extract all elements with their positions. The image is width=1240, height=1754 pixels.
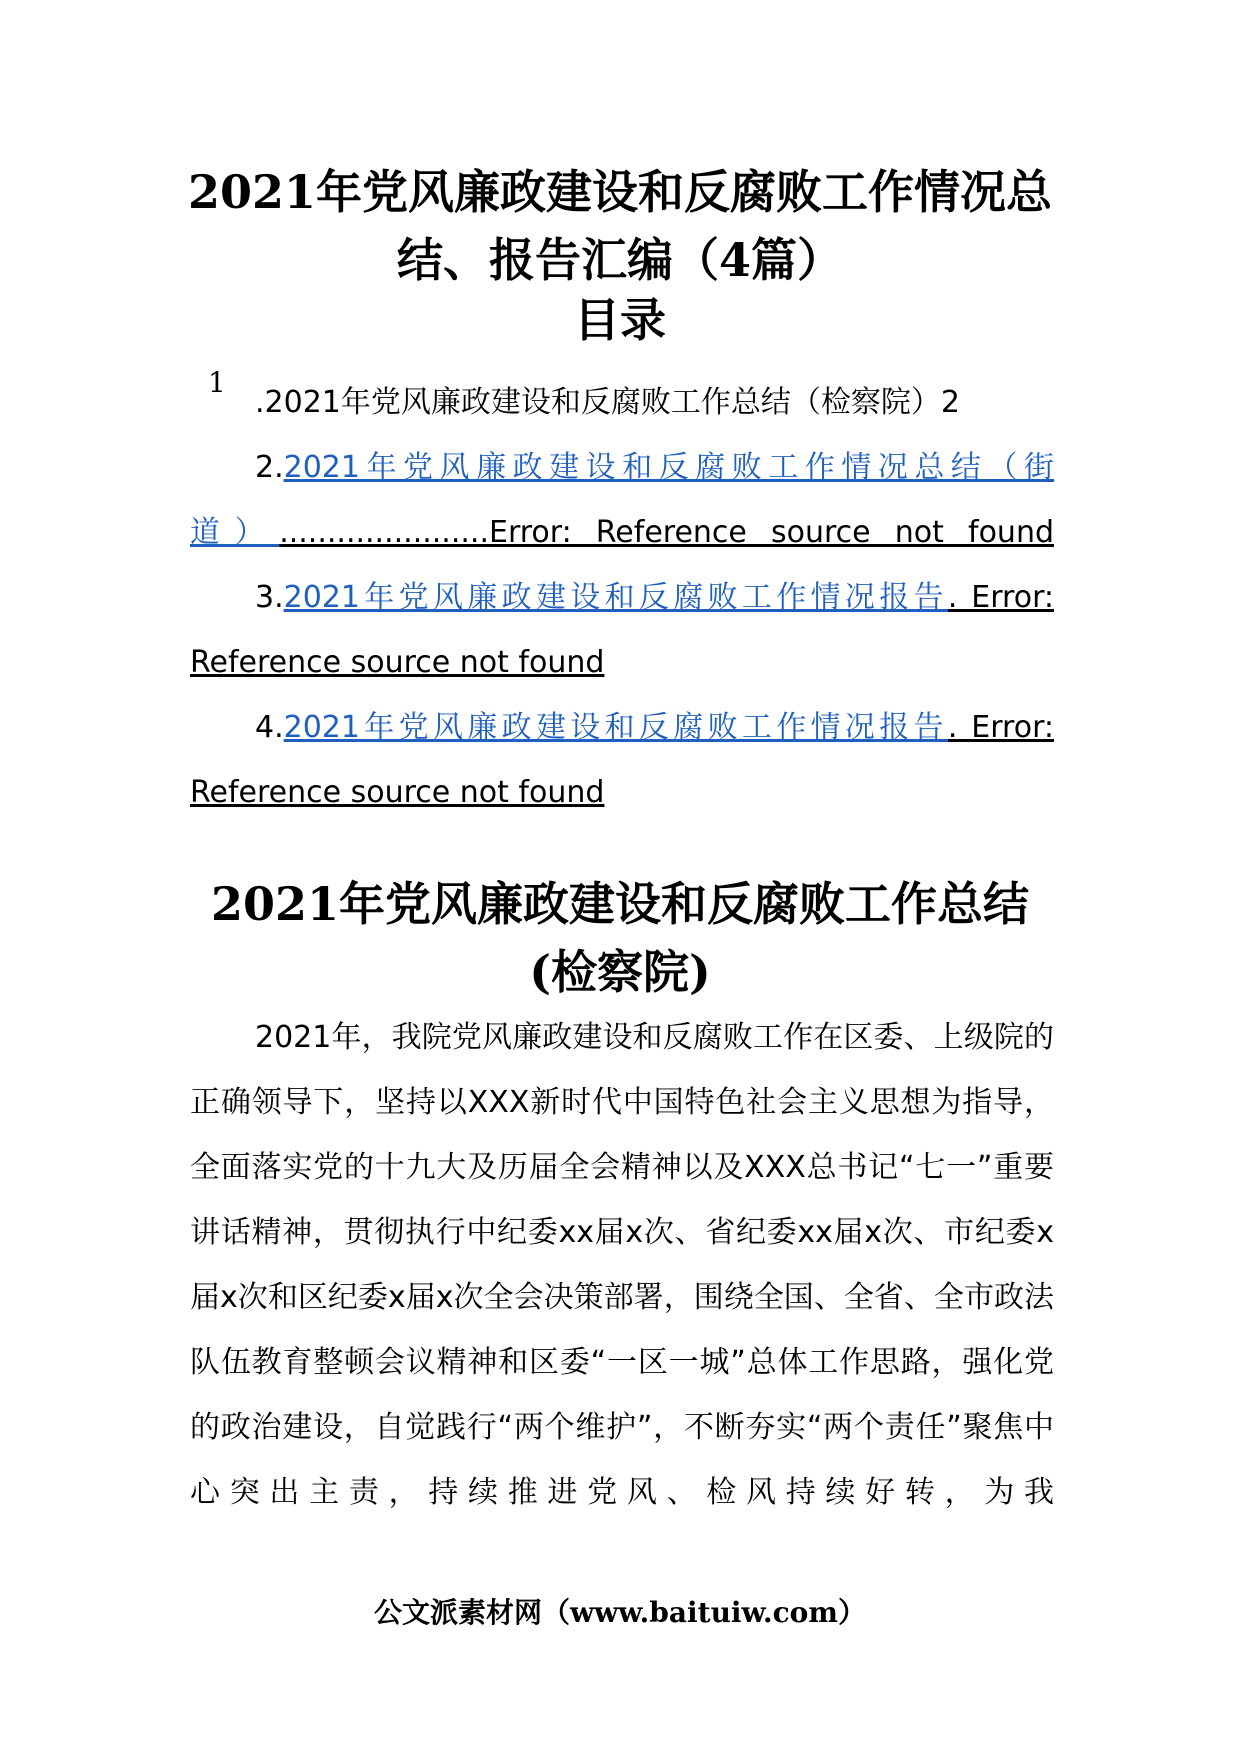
toc-item-2 <box>190 435 1054 500</box>
toc-item-4-error: . Error: <box>947 710 1054 745</box>
toc-item-2-link-cont[interactable]: 道） <box>190 515 280 550</box>
toc-item-4-cont <box>190 760 1054 825</box>
toc-item-4-error-cont: Reference source not found <box>190 775 605 810</box>
toc-item-4-link[interactable]: 2021年党风廉政建设和反腐败工作情况报告 <box>283 710 948 745</box>
toc-item-3-error-cont: Reference source not found <box>190 645 605 680</box>
toc-item-3-error: . Error: <box>947 580 1054 615</box>
section-paragraph: 2021年，我院党风廉政建设和反腐败工作在区委、上级院的正确领导下，坚持以XXX新时代中国特色社会主义思想为指导，全面落实党的十九大及历届全会精神以及XXX总书记“七一”重要讲话精神，贯彻执行中纪委xx届x次、省纪委xx届x次、市纪委x届x次和区纪委x届x次全会决策部署，围绕全国、全省、全市政法队伍教育整顿会议精神和区委“一区一城”总体工作思路，强化党的政治建设，自觉践行“两个维护”，不断夯实“两个责任”聚焦中心突出主责，持续推进党风、检风持续好转，为我 <box>190 1020 1054 1510</box>
toc-heading: 目录 <box>574 293 666 347</box>
section-title-line1: 2021年党风廉政建设和反腐败工作总结 <box>210 877 1030 931</box>
toc-item-3-link[interactable]: 2021年党风廉政建设和反腐败工作情况报告 <box>283 580 948 615</box>
table-of-contents <box>190 370 1054 825</box>
section-title-line2: (检察院) <box>529 945 711 999</box>
toc-item-4-prefix: 4. <box>255 710 284 745</box>
toc-item-2-cont <box>190 500 1054 565</box>
document-title-line2: 结、报告汇编（4篇） <box>396 233 843 287</box>
section-title <box>150 870 1090 1006</box>
toc-item-2-error: ......................Error: Reference source not found <box>279 515 1054 550</box>
page-footer: 公文派素材网（www.baituiw.com） <box>374 1596 866 1629</box>
document-title <box>150 158 1090 294</box>
toc-item-4 <box>190 695 1054 760</box>
toc-item-3 <box>190 565 1054 630</box>
toc-item-3-prefix: 3. <box>255 580 284 615</box>
toc-item-2-prefix: 2. <box>255 450 284 485</box>
toc-item-1[interactable] <box>190 370 1054 435</box>
document-title-line1: 2021年党风廉政建设和反腐败工作情况总 <box>187 165 1053 219</box>
toc-item-1-text: .2021年党风廉政建设和反腐败工作总结（检察院）2 <box>255 385 960 420</box>
toc-item-3-cont <box>190 630 1054 695</box>
toc-item-1-number: 1 <box>208 366 226 399</box>
section-body <box>190 1005 1054 1525</box>
toc-item-2-link[interactable]: 2021年党风廉政建设和反腐败工作情况总结（街 <box>283 450 1054 485</box>
